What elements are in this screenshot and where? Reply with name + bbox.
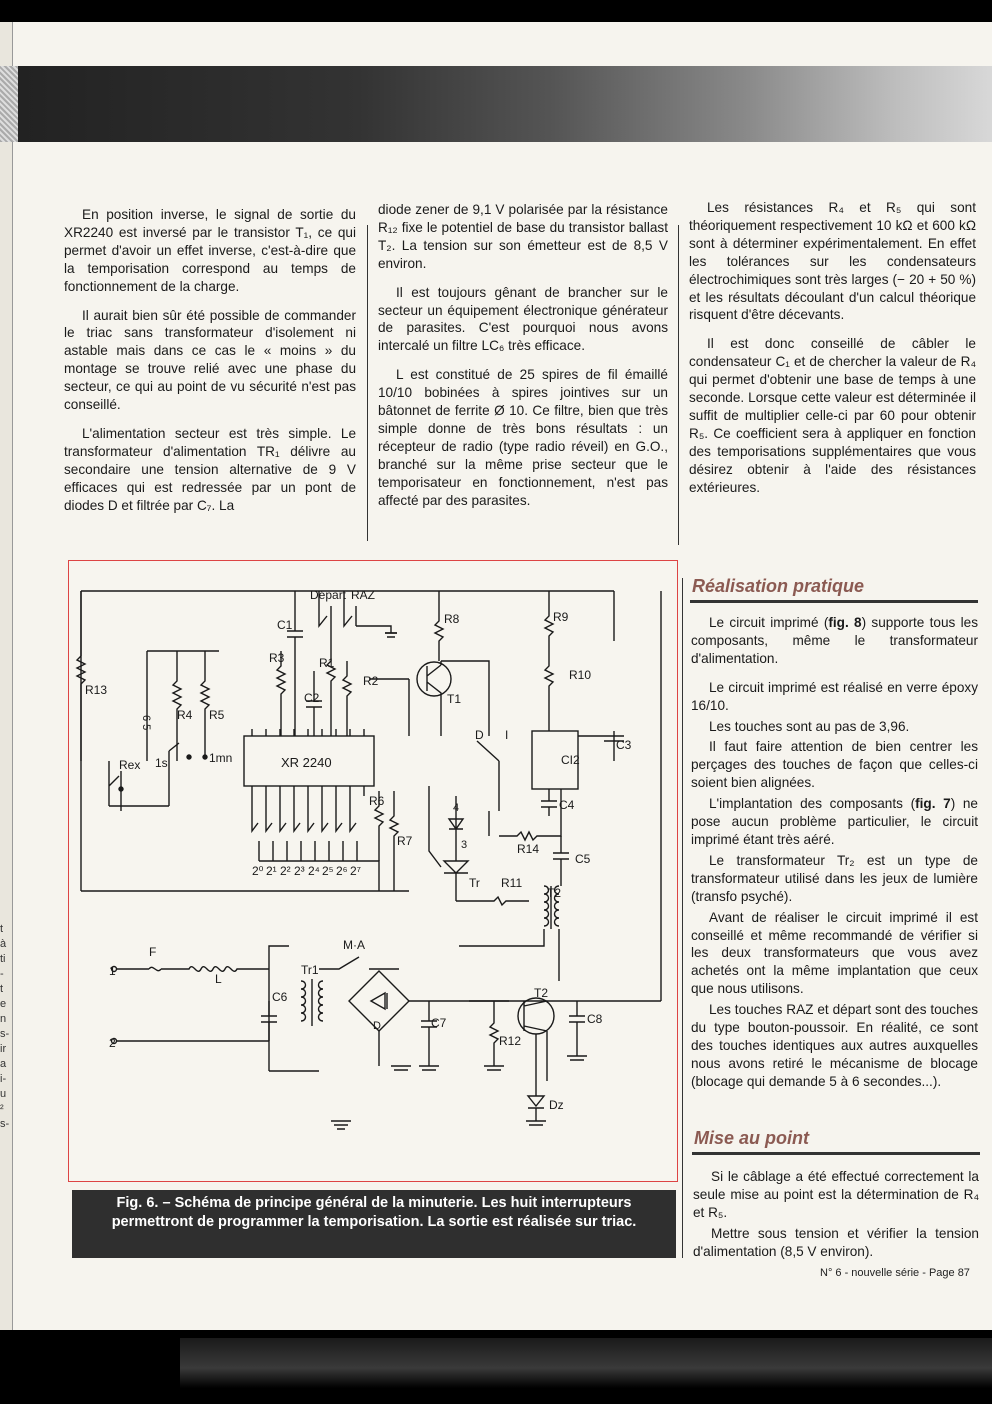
r4-resistor	[173, 651, 181, 761]
text-run: Le circuit imprimé (	[709, 615, 829, 630]
label-pin3: 3	[461, 839, 468, 851]
label-r5: R5	[209, 708, 225, 722]
figure-ref: fig. 8	[828, 615, 862, 630]
margin-fragment: e	[0, 998, 7, 1010]
paragraph: En position inverse, le signal de sortie du XR2240 est inversé par le transistor T₁, ce qui permet d'avoir un effet inverse, c'est-à-dire que la temporisation correspond au temps de fonctionnement de la charge.	[64, 207, 356, 294]
program-switches	[252, 796, 356, 831]
margin-fragment: i-	[0, 1073, 7, 1085]
label-depart: Départ	[310, 588, 347, 602]
label-d: D	[475, 728, 484, 742]
label-switch-65: 6 5	[140, 715, 152, 731]
label-c7: C7	[431, 1016, 447, 1030]
label-r12: R12	[499, 1034, 522, 1048]
label-c6: C6	[272, 990, 288, 1004]
bridge-diode-symbol	[371, 993, 387, 1009]
d-i-switch	[477, 741, 499, 836]
label-i: I	[505, 728, 509, 742]
text-run: L'implantation des composants (	[709, 796, 916, 812]
zener-diode	[528, 1034, 544, 1121]
switch-weight: 2⁵	[322, 864, 334, 878]
switch-weight: 2⁶	[336, 864, 348, 878]
margin-fragment: t	[0, 983, 4, 995]
top-rail-wire	[81, 591, 614, 641]
fuse-and-inductor	[117, 946, 289, 971]
tr2-wires	[459, 881, 561, 981]
margin-fragment: ti	[0, 953, 6, 965]
text-run: ) supporte tous les composants, même le transformateur d'alimentation.	[691, 615, 978, 666]
column-rule	[367, 225, 368, 541]
r10-resistor	[545, 656, 553, 731]
label-r13: R13	[85, 683, 108, 697]
caption-text: Schéma de principe général de la minuterie. Les huit interrupteurs permettront de programmer la temporisation. La sortie est réalisée sur triac.	[111, 1195, 637, 1230]
tr1-transformer	[301, 979, 323, 1026]
section-title-realisation: Réalisation pratique	[692, 576, 865, 596]
label-c2: C2	[304, 691, 320, 705]
figure-ref: fig. 7	[915, 796, 951, 812]
label-r10: R10	[569, 668, 592, 682]
switch-contact	[203, 755, 207, 759]
text-run: ) ne pose aucun problème particulier, le circuit imprimé étant très aéré.	[691, 796, 978, 847]
ic-bottom-pins	[252, 786, 364, 796]
c4-capacitor	[541, 789, 557, 816]
paragraph: Il faut faire attention de bien centrer les perçages des touches de façon que celles-ci soient bien alignées.	[691, 739, 978, 791]
margin-fragment: a	[0, 1058, 7, 1070]
column-rule	[678, 225, 679, 545]
figure-frame	[68, 560, 678, 1182]
text-column-4	[691, 614, 978, 1094]
paragraph: diode zener de 9,1 V polarisée par la résistance R₁₂ fixe le potentiel de base du transistor ballast T₂. La tension sur son émetteur est de 8,5 V environ.	[378, 202, 668, 271]
margin-fragment: s-	[0, 1118, 10, 1130]
figure-caption	[72, 1190, 676, 1258]
r12-resistor	[490, 1001, 498, 1066]
margin-fragment: ²	[0, 1103, 4, 1115]
adjacent-page-fragments	[0, 922, 12, 1132]
switch-weight: 2⁴	[308, 864, 320, 878]
r9-resistor	[545, 591, 553, 656]
paragraph: Mettre sous tension et vérifier la tension d'alimentation (8,5 V environ).	[693, 1225, 979, 1259]
label-c3: C3	[616, 738, 632, 752]
switch-weights	[252, 864, 361, 878]
left-rail-wire	[81, 591, 409, 891]
label-r6: R6	[369, 794, 385, 808]
c5-capacitor	[553, 836, 569, 881]
label-bridge: D	[373, 1020, 381, 1032]
paragraph: Les touches sont au pas de 3,96.	[709, 718, 910, 734]
r14-resistor	[499, 789, 561, 840]
text-column-2	[378, 201, 668, 521]
paragraph: Le transformateur Tr₂ est un type de transformateur utilisé dans les jeux de lumière (transfo psyché).	[691, 852, 978, 904]
section-rule	[692, 1152, 980, 1155]
label-t1: T1	[447, 692, 462, 706]
switch-weight: 2⁰	[252, 864, 264, 878]
label-raz: RAZ	[351, 588, 375, 602]
label-c1: C1	[277, 618, 293, 632]
page-footer: N° 6 - nouvelle série - Page 87	[820, 1267, 970, 1279]
switch-weight: 2²	[280, 864, 291, 878]
label-c8: C8	[587, 1012, 603, 1026]
label-tr1: Tr1	[301, 963, 319, 977]
text-column-1	[64, 206, 356, 526]
margin-fragment: à	[0, 938, 7, 950]
caption-figure-number: Fig. 6. –	[116, 1195, 171, 1211]
t1-transistor	[417, 662, 451, 696]
label-input-2: 2	[109, 1036, 116, 1050]
label-pin4: 4	[453, 802, 460, 814]
right-rail-wire	[469, 591, 661, 1001]
label-r4: R4	[177, 708, 193, 722]
text-column-5	[693, 1168, 979, 1264]
rex-terminal	[119, 787, 123, 791]
label-r7: R7	[397, 834, 413, 848]
label-r1: R1	[319, 656, 335, 670]
label-r11: R11	[501, 876, 523, 890]
paragraph: Les résistances R₄ et R₅ qui sont théoriquement respectivement 10 kΩ et 600 kΩ sont à déterminer expérimentalement. En effet les tolérances sur les condensateurs électrochimiques sont très larges (− 20 + 50 %) et les résultats découlant d'un calcul théorique risquent d'être décevants.	[689, 200, 976, 323]
section-rule	[690, 600, 978, 603]
r8-resistor	[435, 591, 443, 661]
s1-wire	[129, 743, 179, 806]
paragraph: Le circuit imprimé est réalisé en verre époxy 16/10.	[691, 679, 978, 713]
ma-switch	[319, 957, 399, 969]
paragraph: L'alimentation secteur est très simple. Le transformateur d'alimentation TR₁ délivre au secondaire une tension alternative de 9 V efficaces qui est redressée par un pont de diodes D et filtrée par C₇. La	[64, 425, 356, 513]
paragraph: Il est donc conseillé de câbler le condensateur C₁ et de chercher la valeur de R₄ qui permet d'obtenir une base de temps à une seconde. Lorsque cette valeur est déterminée il suffit de multiplier celle-ci par 60 pour obtenir R₅. Ce coefficient sera à appliquer en fonction des temporisations supplémentaires que vous désirez obtenir à l'aide des résistances extérieures.	[689, 336, 976, 495]
label-xr2240: XR 2240	[281, 755, 332, 770]
switch-weight: 2¹	[266, 864, 277, 878]
label-ma: M·A	[343, 938, 365, 952]
label-ci2: CI2	[561, 753, 580, 767]
circuit-schematic	[69, 561, 677, 1181]
scan-bottom-shadow	[180, 1338, 992, 1388]
header-band	[18, 66, 992, 142]
label-1mn: 1mn	[209, 751, 233, 765]
label-rex: Rex	[119, 758, 141, 772]
margin-fragment: ir	[0, 1043, 7, 1055]
adjacent-page-strip	[0, 22, 13, 1330]
label-t2-transformer: T2	[547, 886, 562, 900]
label-c4: C4	[559, 798, 575, 812]
label-r8: R8	[444, 612, 460, 626]
paragraph: Si le câblage a été effectué correctement la seule mise au point est la détermination de R₄ et R₅.	[693, 1169, 979, 1220]
switch-contact	[187, 755, 191, 759]
label-r2: R2	[363, 674, 379, 688]
header-band-pattern	[0, 66, 18, 142]
margin-fragment: n	[0, 1013, 7, 1025]
paragraph: Avant de réaliser le circuit imprimé il est conseillé et même recommandé de vérifier si les deux transformateurs que vous avez achetés ont la même implantation que ceux que nous utilisons.	[691, 909, 978, 997]
paragraph: Il est toujours gênant de brancher sur le secteur un équipement électronique générateur de parasites. C'est pourquoi nous avons intercalé un filtre LC₆ très efficace.	[378, 284, 668, 354]
label-l: L	[215, 972, 222, 986]
switch-weight: 2⁷	[350, 864, 362, 878]
label-f: F	[149, 945, 157, 959]
margin-fragment: t	[0, 923, 4, 935]
section-title-mise-au-point: Mise au point	[694, 1128, 810, 1148]
c1-capacitor	[287, 591, 303, 736]
label-input-1: 1	[109, 964, 116, 978]
margin-fragment: s-	[0, 1028, 10, 1040]
t1-leads	[369, 661, 441, 736]
c7-capacitor	[421, 1001, 437, 1066]
text-column-3	[689, 199, 976, 508]
margin-fragment: u	[0, 1088, 7, 1100]
label-dz: Dz	[549, 1098, 564, 1112]
paragraph: Il aurait bien sûr été possible de commander le triac sans transformateur d'isolement ni astable mais dans ce cas le « moins » du montage se trouve relié avec une phase du secteur, ce qui au point de vu sécurité n'est pas conseillé.	[64, 307, 356, 413]
paragraph	[691, 795, 978, 849]
r11-resistor	[456, 897, 529, 905]
label-t2: T2	[534, 986, 549, 1000]
switch-weight: 2³	[294, 864, 305, 878]
paragraph	[691, 614, 978, 668]
r2-resistor	[343, 661, 351, 736]
label-c5: C5	[575, 852, 591, 866]
label-r9: R9	[553, 610, 569, 624]
c8-capacitor	[569, 1001, 585, 1056]
label-tr: Tr	[469, 876, 480, 890]
margin-fragment: -	[0, 968, 4, 980]
paragraph: L est constitué de 25 spires de fil émaillé 10/10 bobinées à spires jointives sur un bâtonnet de ferrite Ø 10. Ce filtre, bien que très simple donne de très bons résultats : un récepteur de radio (type radio réveil) en G.O., branché sur la même prise secteur que le temporisateur en fonctionnement, n'est pas affecté par des parasites.	[378, 367, 668, 508]
column-rule	[682, 578, 683, 1258]
paragraph: Les touches RAZ et départ sont des touches du type bouton-poussoir. En réalité, ce sont des touches identiques aux autres auxquelles nous avons retiré le mécanisme de blocage (blocage qui demande 5 à 6 secondes...).	[691, 1002, 978, 1089]
label-r3: R3	[269, 651, 285, 665]
label-r14: R14	[517, 842, 540, 856]
r5-resistor	[201, 651, 209, 756]
label-1s: 1s	[155, 756, 168, 770]
